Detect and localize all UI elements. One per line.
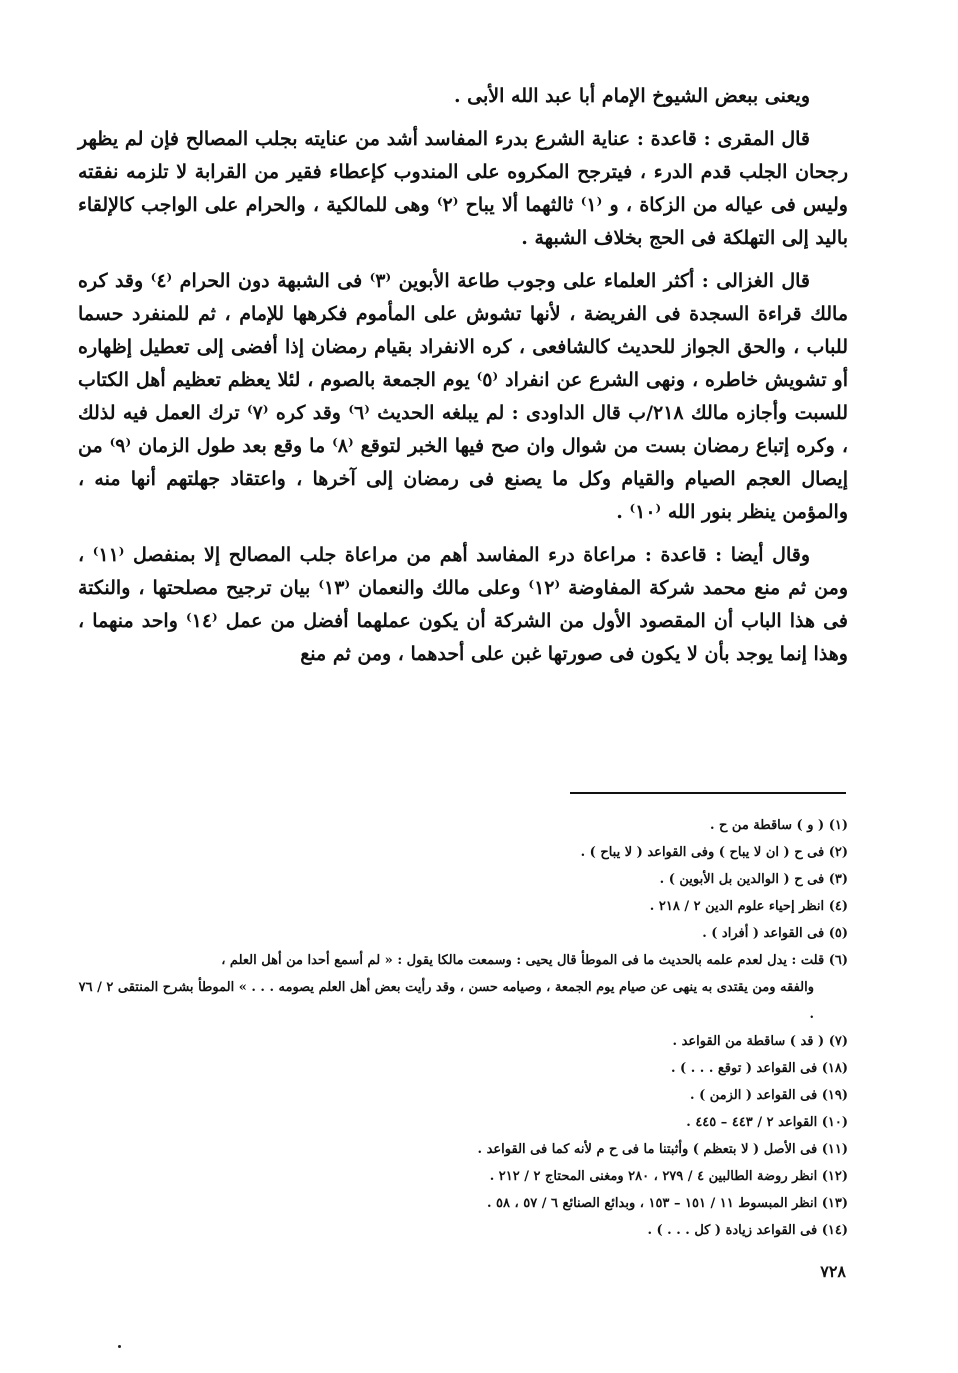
footnote-item — [78, 947, 848, 1028]
footnote-separator — [570, 792, 846, 794]
footnote-item — [78, 812, 848, 839]
main-text — [78, 80, 848, 671]
footnote-text: فى القواعد ( الزمن ) . — [690, 1088, 818, 1103]
footnote-item — [78, 920, 848, 947]
footnote-text: انظر روضة الطالبين ٤ / ٢٧٩ ، ٢٨٠ ومغنى المحتاج ٢ / ٢١٢ . — [489, 1169, 818, 1184]
footnote-item — [78, 839, 848, 866]
footnote-item — [78, 1028, 848, 1055]
footnote-number: (١٣) — [821, 1196, 848, 1211]
footnote-number: (٤) — [828, 899, 848, 914]
paragraph-maqqari: قال المقرى : قاعدة : عناية الشرع بدرء المفاسد أشد من عنايته بجلب المصالح فإن لم يظهر رجحان الجلب قدم الدرء ، فيترجح المكروه على المندوب كإعطاء فقير من القرابة لا تلزمه نفقته وليس فى عياله من الزكاة ، و ⁽١⁾ ثالثهما ألا يباح ⁽٢⁾ وهى للمالكية ، والحرام على الواجب كالإلقاء باليد إلى التهلكة فى الحج بخلاف الشبهة . — [78, 128, 848, 249]
footnote-number: (١) — [828, 818, 848, 833]
footnote-item — [78, 1217, 848, 1244]
footnote-text: فى الأصل ( لا بتعظم ) وأثبتنا ما فى ح م لأنه كما فى القواعد . — [477, 1142, 818, 1157]
footnote-item — [78, 1190, 848, 1217]
footnote-number: (١٩) — [821, 1088, 848, 1103]
paragraph-ghazali: قال الغزالى : أكثر العلماء على وجوب طاعة الأبوين ⁽٣⁾ فى الشبهة دون الحرام ⁽٤⁾ وقد كره مالك قراءة السجدة فى الفريضة ، لأنها تشوش على المأموم فكرهها للإمام ، ثم للمنفرد حسما للباب ، والحق الجواز للحديث كالشافعى ، كره الانفراد بقيام رمضان إذا أفضى إلى تعطيل إظهاره أو تشويش خاطره ، ونهى الشرع عن انفراد ⁽٥⁾ يوم الجمعة بالصوم ، لئلا يعظم تعظيم أهل الكتاب للسبت وأجازه مالك ٢١٨/ب قال الداودى : لم يبلغه الحديث ⁽٦⁾ وقد كره ⁽٧⁾ ترك العمل فيه لذلك ، وكره إتباع رمضان بست من شوال وان صح فيها الخبر لتوقع ⁽٨⁾ ما وقع بعد طول الزمان ⁽٩⁾ من إيصال العجم الصيام والقيام وكل ما يصنع فى رمضان إلى آخرها ، واعتقاد جهلتهم أنها منه ، والمؤمن ينظر بنور الله ⁽١٠⁾ . — [78, 270, 849, 523]
footnote-item — [78, 1109, 848, 1136]
footnote-number: (٣) — [828, 872, 848, 887]
footnote-number: (١١) — [821, 1142, 848, 1157]
footnote-item — [78, 1055, 848, 1082]
footnote-text: فى القواعد زيادة ( كل . . . ) . — [647, 1223, 818, 1238]
footnote-number: (٧) — [828, 1034, 848, 1049]
footnote-text: القواعد ٢ / ٤٤٣ – ٤٤٥ . — [686, 1115, 818, 1130]
footnote-item — [78, 1163, 848, 1190]
footnote-continuation: والفقه ومن يقتدى به ينهى عن صيام يوم الجمعة ، وصيامه حسن ، وقد رأيت بعض أهل العلم يصومه . . . » الموطأ بشرح المنتقى ٢ / ٧٦ . — [78, 980, 814, 1022]
footnote-item — [78, 1136, 848, 1163]
footnote-text: انظر المبسوط ١١ / ١٥١ – ١٥٣ ، وبدائع الصنائع ٦ / ٥٧ ، ٥٨ . — [486, 1196, 818, 1211]
paragraph-intro: ويعنى ببعض الشيوخ الإمام أبا عبد الله الأبى . — [453, 85, 810, 107]
footnote-text: فى ح ( ان لا يباح ) وفى القواعد ( لا يباح ) . — [580, 845, 825, 860]
footnote-text: ( قد ) ساقطة من القواعد . — [672, 1034, 825, 1049]
footnote-item — [78, 1082, 848, 1109]
footnotes-list — [78, 812, 848, 1244]
page-number: ٧٢٨ — [820, 1262, 846, 1281]
scan-speck — [118, 1345, 121, 1348]
footnote-text: قلت : يدل لعدم علمه بالحديث ما فى الموطأ قال يحيى : وسمعت مالكا يقول : « لم أسمع أحدا من أهل العلم ، — [221, 953, 825, 968]
footnote-number: (٦) — [828, 953, 848, 968]
footnote-text: فى ح ( الوالدين بل الأبوين ) . — [659, 872, 825, 887]
footnote-number: (٥) — [828, 926, 848, 941]
footnote-text: فى القواعد ( أفراد ) . — [702, 926, 825, 941]
footnote-number: (٢) — [828, 845, 848, 860]
footnote-number: (١٠) — [821, 1115, 848, 1130]
footnote-text: ( و ) ساقطة من ح . — [709, 818, 825, 833]
footnote-text: انظر إحياء علوم الدين ٢ / ٢١٨ . — [649, 899, 825, 914]
footnote-number: (١٢) — [821, 1169, 848, 1184]
footnote-number: (١٨) — [821, 1061, 848, 1076]
footnote-number: (١٤) — [821, 1223, 848, 1238]
footnote-item — [78, 866, 848, 893]
footnote-item — [78, 893, 848, 920]
paragraph-also-said: وقال أيضا : قاعدة : مراعاة درء المفاسد أهم من مراعاة جلب المصالح إلا بمنفصل ⁽١١⁾ ، ومن ثم منع محمد شركة المفاوضة ⁽١٢⁾ وعلى مالك والنعمان ⁽١٣⁾ بيان ترجيح مصلحتها ، والنكتة فى هذا الباب أن المقصود الأول من الشركة أن يكون عملهما أفضل من عمل ⁽١٤⁾ واحد منهما ، وهذا إنما يوجد بأن لا يكون فى صورتها غبن على أحدهما ، ومن ثم منع — [78, 544, 848, 665]
footnote-text: فى القواعد ( توقع . . . ) . — [671, 1061, 818, 1076]
